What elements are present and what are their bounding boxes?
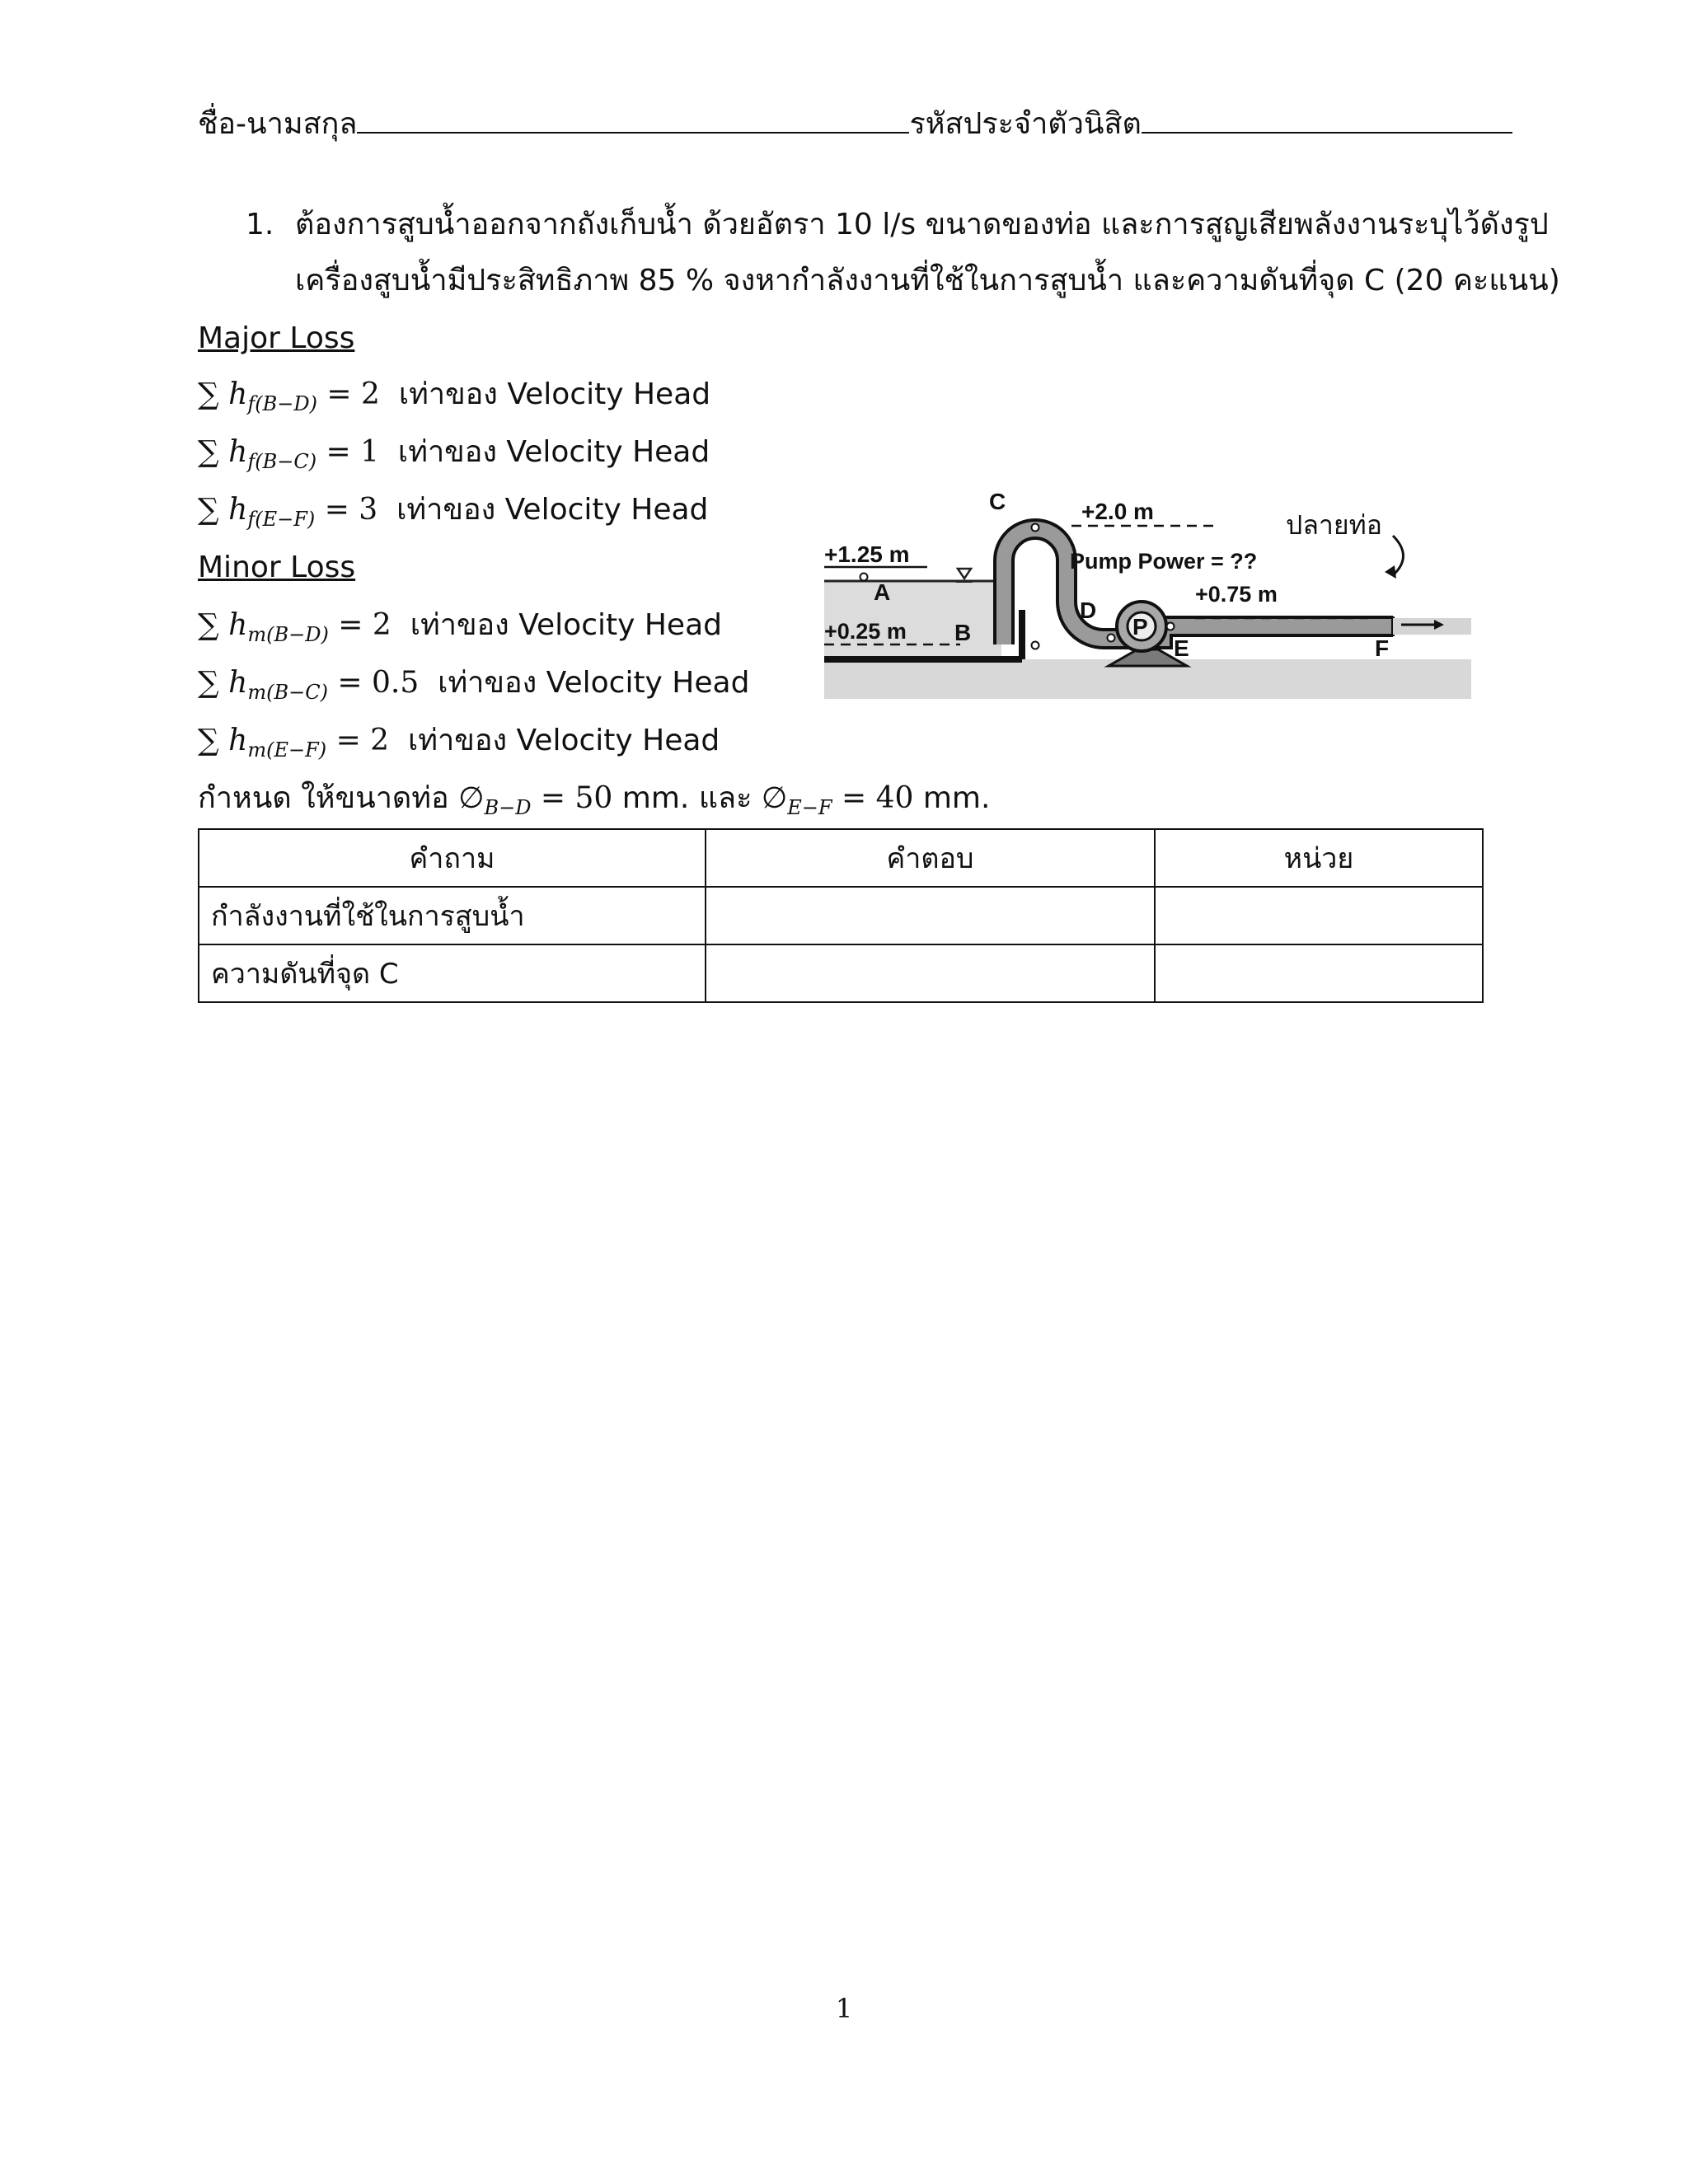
water-level-icon xyxy=(958,569,971,579)
question-line-1: ต้องการสูบน้ำออกจากถังเก็บน้ำ ด้วยอัตรา 10 l/s ขนาดของท่อ และการสูญเสียพลังงานระบุไว้ดังรูป xyxy=(295,208,1549,241)
header-answer: คำตอบ xyxy=(706,829,1155,887)
question-line-2: เครื่องสูบน้ำมีประสิทธิภาพ 85 % จงหากำลังงานที่ใช้ในการสูบน้ำ และความดันที่จุด C (20 คะแนน) xyxy=(295,264,1560,298)
minor-loss-item: ∑ $h_{m(B-D)} = 2$ เท่าของ Velocity Head xyxy=(198,608,722,647)
name-label: ชื่อ-นามสกุล xyxy=(198,107,358,141)
label-a: A xyxy=(874,579,891,605)
header-unit: หน่วย xyxy=(1155,829,1483,887)
minor-loss-title: Minor Loss xyxy=(198,551,356,584)
label-c: C xyxy=(989,489,1006,514)
page-number: 1 xyxy=(835,1993,853,2024)
label-d: D xyxy=(1080,598,1097,623)
question-cell: กำลังงานที่ใช้ในการสูบน้ำ xyxy=(199,887,706,944)
label-b: B xyxy=(954,620,972,645)
minor-loss-item: ∑ $h_{m(B-C)} = 0.5$ เท่าของ Velocity Head xyxy=(198,666,750,705)
point-d-marker xyxy=(1108,635,1115,642)
table-header-row xyxy=(199,829,1483,887)
pump-system-diagram xyxy=(824,486,1475,709)
label-p: P xyxy=(1132,614,1148,640)
outlet-arrow-icon xyxy=(1385,565,1396,579)
unit-cell[interactable] xyxy=(1155,944,1483,1002)
label-075m: +0.75 m xyxy=(1195,582,1278,607)
label-2m: +2.0 m xyxy=(1081,499,1154,524)
student-id-blank[interactable] xyxy=(1142,107,1512,134)
label-f: F xyxy=(1375,635,1390,661)
point-b-marker xyxy=(1032,642,1039,649)
outlet-stream xyxy=(1393,618,1471,635)
question-number: 1. xyxy=(246,208,274,241)
minor-loss-item: ∑ $h_{m(E-F)} = 2$ เท่าของ Velocity Head xyxy=(198,724,720,762)
point-a-marker xyxy=(860,574,868,581)
answer-cell[interactable] xyxy=(706,887,1155,944)
label-125m: +1.25 m xyxy=(824,541,910,567)
point-e-marker xyxy=(1167,623,1175,630)
table-row xyxy=(199,887,1483,944)
table-row xyxy=(199,944,1483,1002)
major-loss-title: Major Loss xyxy=(198,321,355,355)
label-outlet: ปลายท่อ xyxy=(1286,509,1382,541)
header-question: คำถาม xyxy=(199,829,706,887)
major-loss-item: ∑ $h_{f(B-D)} = 2$ เท่าของ Velocity Head xyxy=(198,377,711,416)
header-line xyxy=(198,105,1512,143)
label-025m: +0.25 m xyxy=(824,619,907,644)
major-loss-item: ∑ $h_{f(E-F)} = 3$ เท่าของ Velocity Head xyxy=(198,493,709,532)
label-e: E xyxy=(1174,635,1189,661)
point-c-marker xyxy=(1032,524,1039,532)
unit-cell[interactable] xyxy=(1155,887,1483,944)
given-pipe-sizes: กำหนด ให้ขนาดท่อ $\emptyset_{B-D} = 50$ mm. และ $\emptyset_{E-F} = 40$ mm. xyxy=(198,781,991,820)
label-pump-power: Pump Power = ?? xyxy=(1070,549,1258,574)
answer-table xyxy=(198,828,1484,1003)
name-blank[interactable] xyxy=(357,107,909,134)
question-cell: ความดันที่จุด C xyxy=(199,944,706,1002)
student-id-label: รหัสประจำตัวนิสิต xyxy=(909,107,1142,141)
major-loss-item: ∑ $h_{f(B-C)} = 1$ เท่าของ Velocity Head xyxy=(198,435,710,474)
answer-cell[interactable] xyxy=(706,944,1155,1002)
